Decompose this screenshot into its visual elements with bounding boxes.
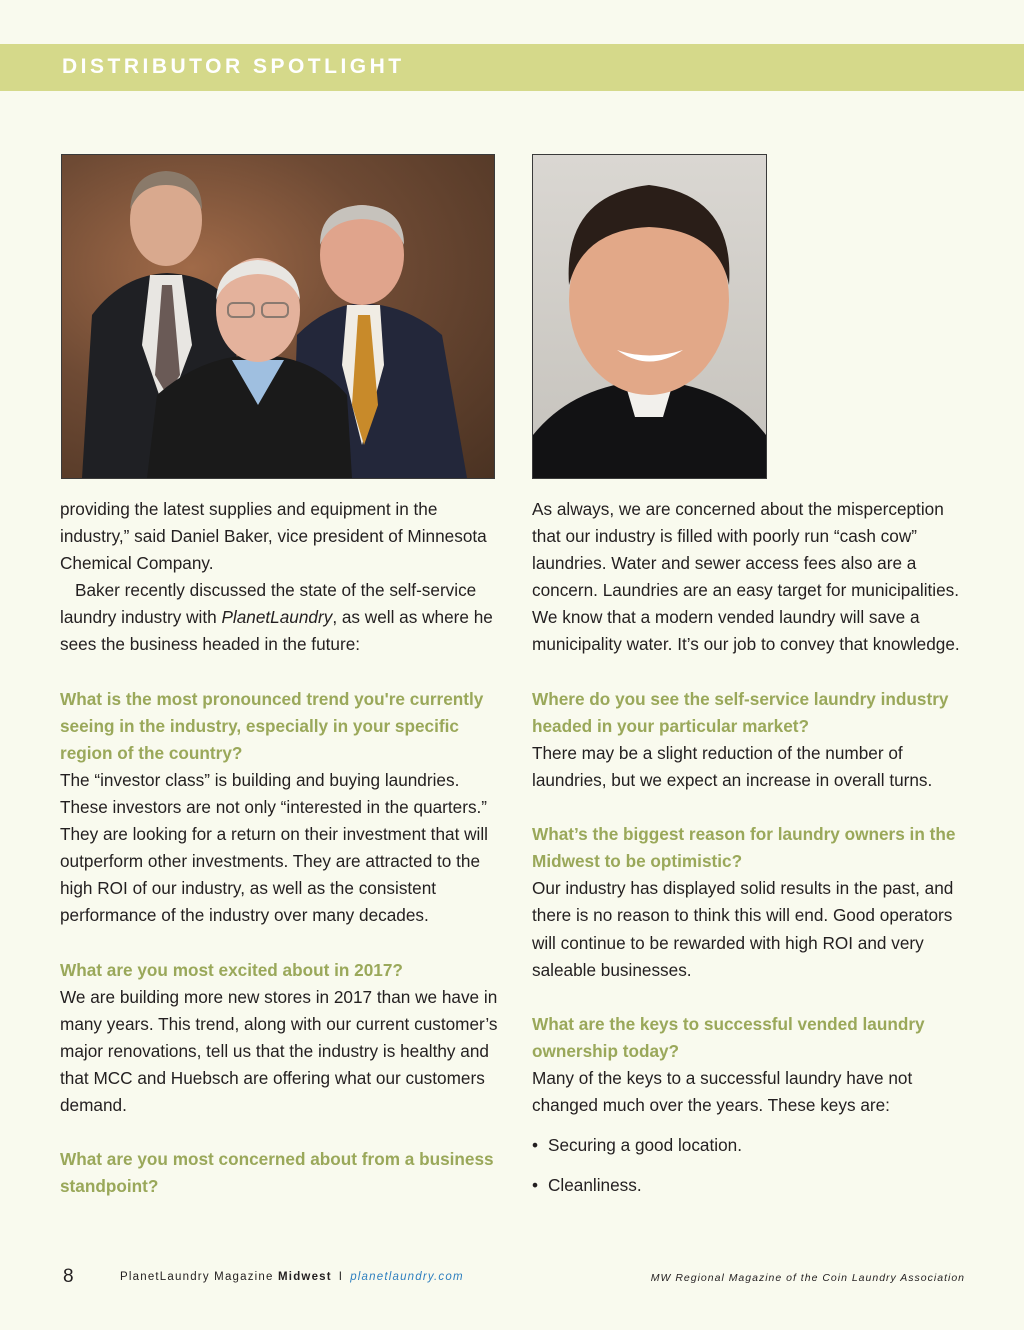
interview-question: What is the most pronounced trend you're currently seeing in the industry, especially in your specific region of the country? bbox=[60, 688, 484, 763]
footer-separator: I bbox=[338, 1271, 344, 1283]
magazine-credit bbox=[120, 1271, 464, 1283]
paragraph-text: Baker recently discussed the state of the self-service laundry industry with bbox=[60, 580, 477, 628]
interview-answer: The “investor class” is building and buying laundries. These investors are not only “interested in the quarters.” They are looking for a return on their investment that will outperform other investments. They are attracted to the high ROI of our industry, as well as the consistent performance of the industry over many decades. bbox=[60, 769, 488, 926]
interview-question: What are you most excited about in 2017? bbox=[60, 959, 403, 980]
list-item: • Securing a good location. bbox=[532, 1132, 972, 1159]
body-paragraph: providing the latest supplies and equipment in the industry,” said Daniel Baker, vice president of Minnesota Chemical Company. bbox=[60, 499, 487, 574]
publication-name: PlanetLaundry bbox=[221, 607, 333, 628]
article-left-column bbox=[60, 496, 500, 1200]
group-photo bbox=[61, 154, 495, 479]
interview-question: What’s the biggest reason for laundry owners in the Midwest to be optimistic? bbox=[532, 824, 956, 872]
magazine-region: Midwest bbox=[278, 1271, 332, 1283]
magazine-name: PlanetLaundry Magazine bbox=[120, 1271, 274, 1283]
paragraph-text: , as well as where he sees the business headed in the future: bbox=[60, 607, 493, 655]
keys-list bbox=[532, 1132, 972, 1199]
interview-question: What are you most concerned about from a business standpoint? bbox=[60, 1149, 494, 1197]
portrait-photo bbox=[532, 154, 767, 479]
interview-answer: Many of the keys to a successful laundry have not changed much over the years. These keys are: bbox=[532, 1067, 913, 1116]
interview-answer: Our industry has displayed solid results in the past, and there is no reason to think this will end. Good operators will continue to be rewarded with high ROI and very saleable businesses. bbox=[532, 878, 954, 980]
interview-answer: There may be a slight reduction of the number of laundries, but we expect an increase in overall turns. bbox=[532, 742, 933, 790]
magazine-tagline: MW Regional Magazine of the Coin Laundry Association bbox=[650, 1272, 965, 1284]
interview-question: What are the keys to successful vended laundry ownership today? bbox=[532, 1013, 925, 1061]
interview-question: Where do you see the self-service laundry industry headed in your particular market? bbox=[532, 688, 949, 736]
interview-answer: We are building more new stores in 2017 than we have in many years. This trend, along with our current customer’s major renovations, tell us that the industry is healthy and that MCC and Huebsch are offering what our customers demand. bbox=[60, 986, 498, 1116]
page-number: 8 bbox=[63, 1266, 74, 1287]
article-right-column bbox=[532, 496, 972, 1199]
section-title: DISTRIBUTOR SPOTLIGHT bbox=[62, 55, 405, 78]
section-banner bbox=[0, 44, 1024, 91]
page-footer bbox=[0, 1265, 1024, 1291]
body-paragraph bbox=[60, 577, 500, 658]
interview-answer: As always, we are concerned about the misperception that our industry is filled with poorly run “cash cow” laundries. Water and sewer access fees also are a concern. Laundries are an easy target for municipalities. We know that a modern vended laundry will save a municipality water. It’s our job to convey that knowledge. bbox=[532, 499, 960, 655]
list-item: • Cleanliness. bbox=[532, 1172, 972, 1199]
website-link[interactable]: planetlaundry.com bbox=[350, 1271, 464, 1283]
